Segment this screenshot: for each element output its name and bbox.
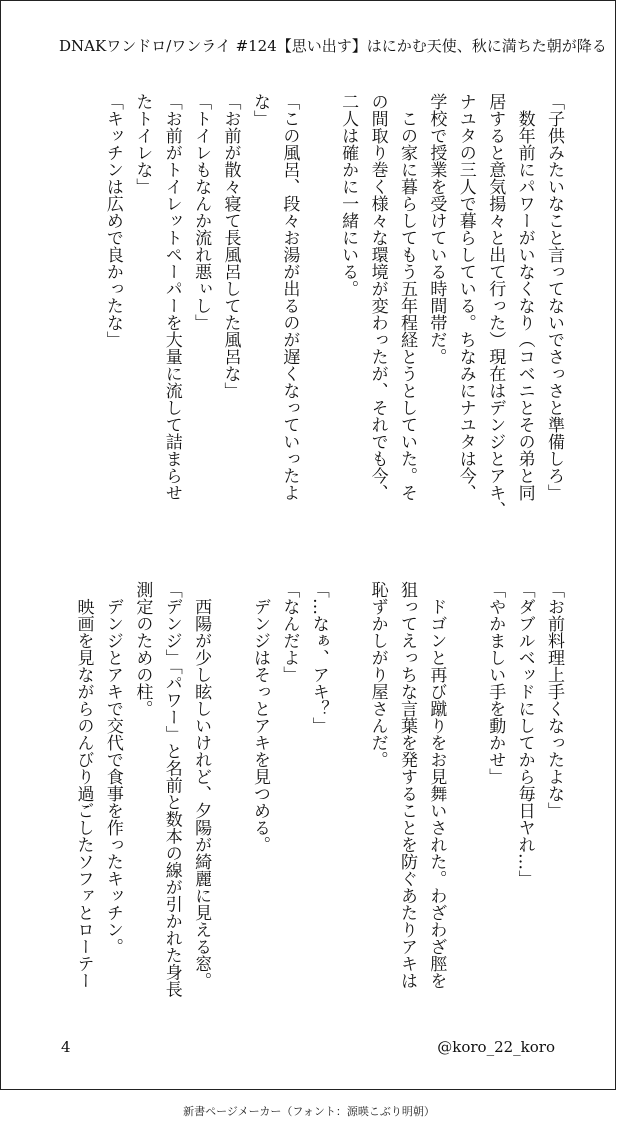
text-line: 測定のための柱。 (132, 581, 153, 717)
blank-line (303, 93, 332, 543)
blank-line (450, 581, 479, 1041)
text-line: 西陽が少し眩しいけれど、夕陽が綺麗に見える窓。 (191, 581, 212, 989)
text-line: 「なんだよ」 (279, 581, 300, 683)
text-line: 「お前がトイレットペーパーを大量に流して詰まらせ (161, 93, 182, 501)
generator-credit: 新書ページメーカー（フォント：源暎こぶり明朝） (183, 1105, 435, 1118)
page-header-title: DNAKワンドロ/ワンライ #124【思い出す】はにかむ天使、秋に満ちた朝が降る (59, 37, 607, 55)
text-line: 数年前にパワーがいなくなり（コベニとその弟と同 (514, 93, 535, 501)
text-line: 「ダブルベッドにしてから毎日ヤれ…」 (514, 581, 535, 887)
text-line: 恥ずかしがり屋さんだ。 (367, 581, 388, 768)
text-line: ナユタの三人で暮らしている。ちなみにナユタは今、 (455, 93, 476, 501)
page-number: 4 (61, 1038, 71, 1056)
text-line: な」 (249, 93, 270, 127)
text-line: ドゴンと再び蹴りをお見舞いされた。わざわざ脛を (426, 581, 447, 989)
text-line: 学校で授業を受けている時間帯だ。 (426, 93, 447, 365)
text-line: 「トイレもなんか流れ悪ぃし」 (191, 93, 212, 331)
author-handle: @koro_22_koro (437, 1038, 555, 1056)
text-line: デンジはそっとアキを見つめる。 (249, 581, 270, 853)
text-line: デンジとアキで交代で食事を作ったキッチン。 (102, 581, 123, 955)
text-line: 「デンジ」「パワー」と名前と数本の線が引かれた身長 (161, 581, 182, 998)
text-line: 「…なぁ、アキ？」 (308, 581, 329, 734)
blank-line (333, 581, 362, 1041)
text-line: 狙ってえっちな言葉を発することを防ぐあたりアキは (396, 581, 417, 989)
text-line: 「お前が散々寝て長風呂してた風呂な」 (220, 93, 241, 399)
text-line: 「この風呂、段々お湯が出るのが遅くなっていったよ (279, 93, 300, 501)
text-line: 「お前料理上手くなったよな」 (544, 581, 564, 819)
text-block-upper (98, 93, 569, 543)
text-line: 「子供みたいなこと言ってないでさっさと準備しろ」 (544, 93, 564, 501)
text-line: 二人は確かに一緒にいる。 (338, 93, 359, 297)
text-line: 「やかましい手を動かせ」 (485, 581, 506, 785)
text-line: この家に暮らしてもう五年程経とうとしていた。そ (396, 93, 417, 501)
text-line: 居すると意気揚々と出て行った）現在はデンジとアキ、 (485, 93, 506, 518)
text-line: たトイレな」 (132, 93, 153, 195)
blank-line (215, 581, 244, 1041)
text-line: 「キッチンは広めで良かったな」 (102, 93, 123, 348)
text-block-lower (68, 581, 568, 1041)
text-line: 映画を見ながらのんびり過ごしたソファとローテー (73, 581, 94, 989)
text-line: の間取り巻く様々な環境が変わったが、それでも今、 (367, 93, 388, 501)
